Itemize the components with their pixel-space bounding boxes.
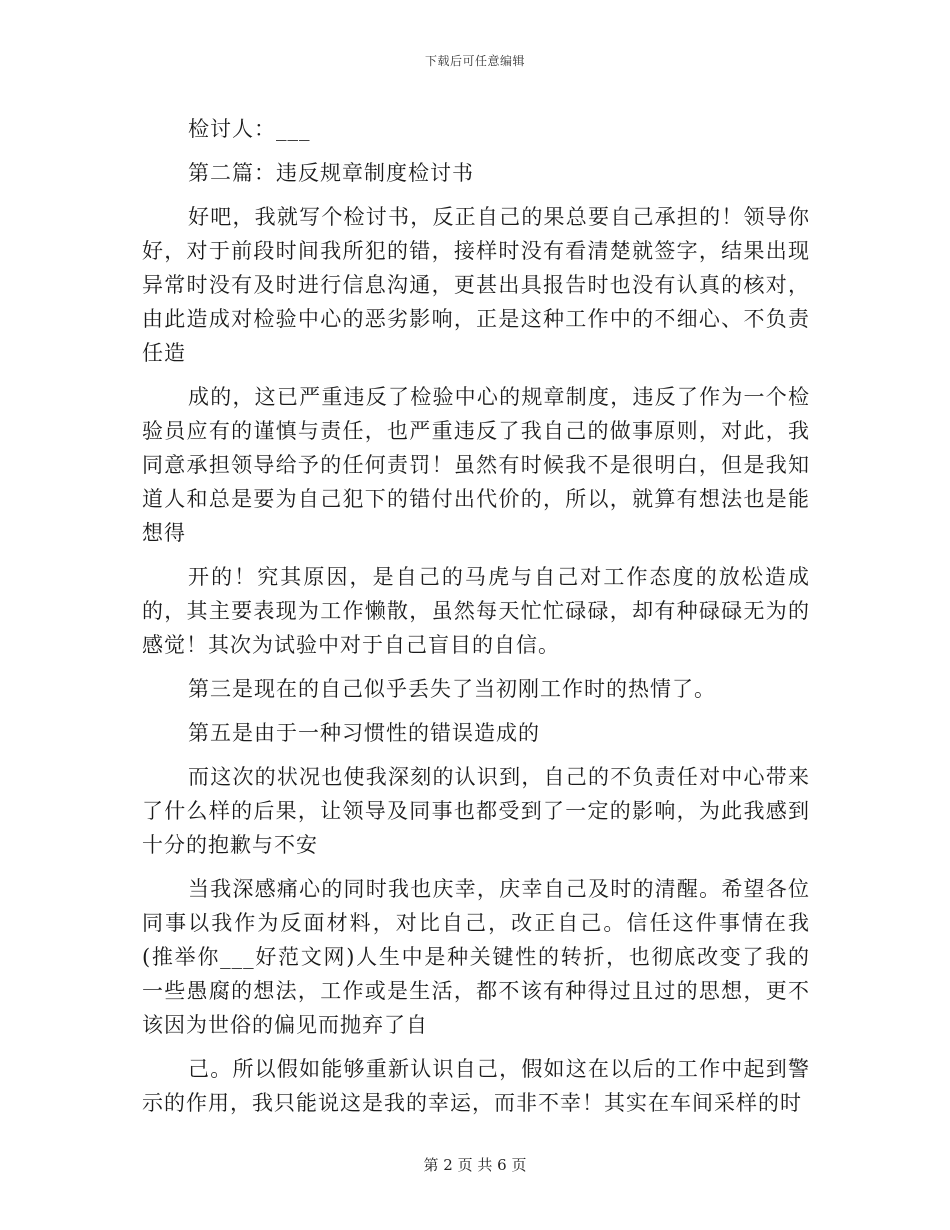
section-title: 第二篇：违反规章制度检讨书 — [188, 161, 474, 185]
paragraph: 第三是现在的自己似乎丢失了当初刚工作时的热情了。 — [188, 677, 716, 701]
paragraph: 好吧，我就写个检讨书，反正自己的果总要自己承担的！领导你好，对于前段时间我所犯的错，接样时没有看清楚就签字，结果出现异常时没有及时进行信息沟通，更甚出具报告时也没有认真的核对，由此造成对检验中心的恶劣影响，正是这种工作中的不细心、不负责任造 — [142, 205, 810, 365]
paragraph: 成的，这已严重违反了检验中心的规章制度，违反了作为一个检验员应有的谨慎与责任，也严重违反了我自己的做事原则，对此，我同意承担领导给予的任何责罚！虽然有时候我不是很明白，但是我知道人和总是要为自己犯下的错付出代价的，所以，就算有想法也是能想得 — [142, 385, 810, 545]
paragraph: 当我深感痛心的同时我也庆幸，庆幸自己及时的清醒。希望各位同事以我作为反面材料，对比自己，改正自己。信任这件事情在我(推举你___好范文网)人生中是种关键性的转折，也彻底改变了我的一些愚腐的想法，工作或是生活，都不该有种得过且过的思想，更不该因为世俗的偏见而抛弃了自 — [142, 877, 810, 1037]
paragraph: 开的！究其原因，是自己的马虎与自己对工作态度的放松造成的，其主要表现为工作懒散，虽然每天忙忙碌碌，却有种碌碌无为的感觉！其次为试验中对于自己盲目的自信。 — [142, 565, 810, 657]
signature-line: 检讨人：___ — [188, 117, 311, 141]
document-body — [142, 112, 810, 1130]
page-header-note: 下载后可任意编辑 — [424, 54, 525, 68]
paragraph: 第五是由于一种习惯性的错误造成的 — [188, 721, 540, 745]
paragraph: 而这次的状况也使我深刻的认识到，自己的不负责任对中心带来了什么样的后果，让领导及同事也都受到了一定的影响，为此我感到十分的抱歉与不安 — [142, 765, 810, 857]
page-number: 第 2 页 共 6 页 — [423, 1156, 527, 1174]
paragraph: 己。所以假如能够重新认识自己，假如这在以后的工作中起到警示的作用，我只能说这是我的幸运，而非不幸！其实在车间采样的时 — [142, 1057, 810, 1115]
